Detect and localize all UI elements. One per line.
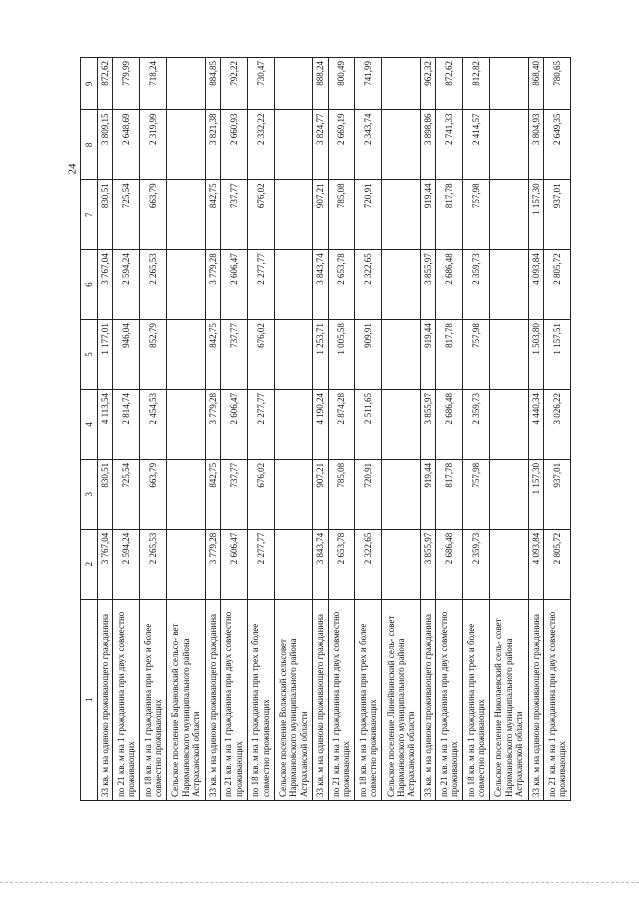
table-row <box>98 58 113 801</box>
value-cell: 3 843,74 <box>313 529 328 599</box>
row-label: по 21 кв. м на 1 гражданина при двух совместно проживающих <box>328 599 355 800</box>
row-label: по 21 кв. м на 1 гражданина при двух совместно проживающих <box>436 599 463 800</box>
table-row <box>328 58 355 801</box>
empty-cell <box>274 389 313 459</box>
value-cell: 2 741,33 <box>436 110 463 180</box>
value-cell: 737,77 <box>220 459 247 529</box>
value-cell: 2 606,47 <box>220 529 247 599</box>
column-header: 7 <box>81 180 98 250</box>
value-cell: 830,51 <box>98 180 113 250</box>
value-cell: 884,85 <box>205 58 220 110</box>
row-label: по 18 кв. м на 1 гражданина при трех и более совместно проживающих <box>247 599 274 800</box>
empty-cell <box>382 110 421 180</box>
empty-cell <box>382 529 421 599</box>
empty-cell <box>274 180 313 250</box>
value-cell: 946,04 <box>113 320 140 390</box>
section-title: Сельское поселение Барановский сельсо- вет Наримановского муниципального района Астраханской области <box>167 599 206 800</box>
value-cell: 1 503,80 <box>528 320 543 390</box>
table-row <box>247 58 274 801</box>
table-row <box>463 58 490 801</box>
value-cell: 676,02 <box>247 459 274 529</box>
value-cell: 3 026,22 <box>543 389 570 459</box>
table-row <box>355 58 382 801</box>
value-cell: 2 686,48 <box>436 529 463 599</box>
page-number: 24 <box>66 163 78 175</box>
value-cell: 2 805,72 <box>543 250 570 320</box>
column-header: 6 <box>81 250 98 320</box>
empty-cell <box>490 250 529 320</box>
empty-cell <box>167 180 206 250</box>
row-label: по 18 кв. м на 1 гражданина при трех и более совместно проживающих <box>463 599 490 800</box>
row-label: 33 кв. м на одиноко проживающего гражданина <box>205 599 220 800</box>
value-cell: 676,02 <box>247 320 274 390</box>
value-cell: 1 005,58 <box>328 320 355 390</box>
value-cell: 817,78 <box>436 459 463 529</box>
value-cell: 2 322,65 <box>355 529 382 599</box>
table-row <box>436 58 463 801</box>
value-cell: 2 277,77 <box>247 389 274 459</box>
empty-cell <box>274 529 313 599</box>
value-cell: 737,77 <box>220 180 247 250</box>
value-cell: 937,01 <box>543 180 570 250</box>
table-section-row <box>167 58 206 801</box>
empty-cell <box>382 250 421 320</box>
value-cell: 919,44 <box>421 320 436 390</box>
value-cell: 4 113,54 <box>98 389 113 459</box>
section-title: Сельское поселение Волжский сельсовет Наримановского муниципального района Астраханской области <box>274 599 313 800</box>
value-cell: 780,65 <box>543 58 570 110</box>
value-cell: 1 177,01 <box>98 320 113 390</box>
empty-cell <box>274 110 313 180</box>
value-cell: 2 660,93 <box>220 110 247 180</box>
table-row <box>113 58 140 801</box>
value-cell: 2 359,73 <box>463 529 490 599</box>
value-cell: 757,98 <box>463 180 490 250</box>
tariff-table-container <box>80 57 571 801</box>
value-cell: 842,75 <box>205 320 220 390</box>
empty-cell <box>490 459 529 529</box>
section-title: Сельское поселение Николаевский сель- совет Наримановского муниципального района Астраханской области <box>490 599 529 800</box>
value-cell: 842,75 <box>205 180 220 250</box>
empty-cell <box>382 180 421 250</box>
value-cell: 2 649,35 <box>543 110 570 180</box>
value-cell: 2 277,77 <box>247 529 274 599</box>
table-row <box>220 58 247 801</box>
value-cell: 2 814,74 <box>113 389 140 459</box>
value-cell: 2 686,48 <box>436 250 463 320</box>
table-row <box>140 58 167 801</box>
tariff-table <box>80 57 571 801</box>
value-cell: 1 157,30 <box>528 180 543 250</box>
empty-cell <box>274 459 313 529</box>
value-cell: 2 359,73 <box>463 389 490 459</box>
value-cell: 2 322,65 <box>355 250 382 320</box>
empty-cell <box>274 250 313 320</box>
table-section-row <box>274 58 313 801</box>
value-cell: 2 653,78 <box>328 529 355 599</box>
value-cell: 868,40 <box>528 58 543 110</box>
value-cell: 812,82 <box>463 58 490 110</box>
value-cell: 3 821,38 <box>205 110 220 180</box>
empty-cell <box>382 459 421 529</box>
value-cell: 2 648,69 <box>113 110 140 180</box>
row-label: 33 кв. м на одиноко проживающего гражданина <box>421 599 436 800</box>
value-cell: 3 855,97 <box>421 389 436 459</box>
empty-cell <box>167 389 206 459</box>
value-cell: 792,22 <box>220 58 247 110</box>
row-label: по 21 кв. м на 1 гражданина при двух совместно проживающих <box>220 599 247 800</box>
section-title: Сельское поселение Линейнинский сель- совет Наримановского муниципального района Астраханской области <box>382 599 421 800</box>
empty-cell <box>382 320 421 390</box>
value-cell: 3 779,28 <box>205 529 220 599</box>
value-cell: 663,79 <box>140 459 167 529</box>
column-header: 3 <box>81 459 98 529</box>
table-row <box>313 58 328 801</box>
value-cell: 2 359,73 <box>463 250 490 320</box>
value-cell: 737,77 <box>220 320 247 390</box>
row-label: по 21 кв. м на 1 гражданина при двух совместно проживающих <box>113 599 140 800</box>
table-header-row <box>81 58 98 801</box>
value-cell: 779,99 <box>113 58 140 110</box>
value-cell: 2 594,24 <box>113 250 140 320</box>
column-header: 5 <box>81 320 98 390</box>
empty-cell <box>490 180 529 250</box>
value-cell: 4 093,84 <box>528 250 543 320</box>
empty-cell <box>167 110 206 180</box>
value-cell: 2 265,53 <box>140 529 167 599</box>
value-cell: 4 093,84 <box>528 529 543 599</box>
value-cell: 2 653,78 <box>328 250 355 320</box>
row-label: 33 кв. м на одиноко проживающего гражданина <box>528 599 543 800</box>
value-cell: 817,78 <box>436 320 463 390</box>
column-header: 4 <box>81 389 98 459</box>
value-cell: 2 454,53 <box>140 389 167 459</box>
value-cell: 2 669,19 <box>328 110 355 180</box>
empty-cell <box>167 320 206 390</box>
value-cell: 741,99 <box>355 58 382 110</box>
value-cell: 1 157,30 <box>528 459 543 529</box>
value-cell: 800,49 <box>328 58 355 110</box>
value-cell: 2 414,57 <box>463 110 490 180</box>
value-cell: 3 767,04 <box>98 250 113 320</box>
table-row <box>421 58 436 801</box>
table-section-row <box>382 58 421 801</box>
value-cell: 2 332,22 <box>247 110 274 180</box>
value-cell: 718,24 <box>140 58 167 110</box>
empty-cell <box>167 459 206 529</box>
value-cell: 3 855,97 <box>421 250 436 320</box>
empty-cell <box>490 110 529 180</box>
empty-cell <box>274 320 313 390</box>
value-cell: 2 606,47 <box>220 250 247 320</box>
value-cell: 907,21 <box>313 180 328 250</box>
value-cell: 4 440,34 <box>528 389 543 459</box>
empty-cell <box>167 529 206 599</box>
value-cell: 720,91 <box>355 180 382 250</box>
value-cell: 730,47 <box>247 58 274 110</box>
rotated-table-frame <box>80 57 571 801</box>
column-header: 9 <box>81 58 98 110</box>
value-cell: 2 874,28 <box>328 389 355 459</box>
empty-cell <box>274 58 313 110</box>
column-header: 2 <box>81 529 98 599</box>
value-cell: 757,98 <box>463 320 490 390</box>
value-cell: 817,78 <box>436 180 463 250</box>
value-cell: 830,51 <box>98 459 113 529</box>
value-cell: 3 843,74 <box>313 250 328 320</box>
empty-cell <box>490 320 529 390</box>
row-label: 33 кв. м на одиноко проживающего гражданина <box>98 599 113 800</box>
value-cell: 909,91 <box>355 320 382 390</box>
value-cell: 4 190,24 <box>313 389 328 459</box>
table-row <box>528 58 543 801</box>
empty-cell <box>167 58 206 110</box>
value-cell: 725,54 <box>113 459 140 529</box>
value-cell: 3 779,28 <box>205 250 220 320</box>
value-cell: 3 824,77 <box>313 110 328 180</box>
column-header: 1 <box>81 599 98 800</box>
empty-cell <box>490 58 529 110</box>
row-label: по 21 кв. м на 1 гражданина при двух совместно проживающих <box>543 599 570 800</box>
empty-cell <box>490 529 529 599</box>
value-cell: 937,01 <box>543 459 570 529</box>
value-cell: 842,75 <box>205 459 220 529</box>
value-cell: 3 804,93 <box>528 110 543 180</box>
value-cell: 888,24 <box>313 58 328 110</box>
value-cell: 785,08 <box>328 459 355 529</box>
column-header: 8 <box>81 110 98 180</box>
table-section-row <box>490 58 529 801</box>
empty-cell <box>490 389 529 459</box>
value-cell: 962,32 <box>421 58 436 110</box>
value-cell: 3 767,04 <box>98 529 113 599</box>
value-cell: 3 898,86 <box>421 110 436 180</box>
value-cell: 872,62 <box>436 58 463 110</box>
value-cell: 907,21 <box>313 459 328 529</box>
value-cell: 872,62 <box>98 58 113 110</box>
row-label: по 18 кв. м на 1 гражданина при трех и более совместно проживающих <box>355 599 382 800</box>
value-cell: 2 594,24 <box>113 529 140 599</box>
value-cell: 852,79 <box>140 320 167 390</box>
value-cell: 2 277,77 <box>247 250 274 320</box>
table-row <box>543 58 570 801</box>
empty-cell <box>382 58 421 110</box>
value-cell: 3 855,97 <box>421 529 436 599</box>
row-label: по 18 кв. м на 1 гражданина при трех и более совместно проживающих <box>140 599 167 800</box>
empty-cell <box>382 389 421 459</box>
value-cell: 2 265,53 <box>140 250 167 320</box>
value-cell: 2 686,48 <box>436 389 463 459</box>
empty-cell <box>167 250 206 320</box>
value-cell: 663,79 <box>140 180 167 250</box>
value-cell: 676,02 <box>247 180 274 250</box>
value-cell: 2 319,99 <box>140 110 167 180</box>
value-cell: 3 779,28 <box>205 389 220 459</box>
value-cell: 1 253,71 <box>313 320 328 390</box>
value-cell: 725,54 <box>113 180 140 250</box>
value-cell: 720,91 <box>355 459 382 529</box>
value-cell: 1 157,51 <box>543 320 570 390</box>
value-cell: 919,44 <box>421 459 436 529</box>
value-cell: 2 343,74 <box>355 110 382 180</box>
row-label: 33 кв. м на одиноко проживающего гражданина <box>313 599 328 800</box>
value-cell: 2 511,65 <box>355 389 382 459</box>
table-row <box>205 58 220 801</box>
page-bottom-divider <box>0 882 639 883</box>
value-cell: 919,44 <box>421 180 436 250</box>
value-cell: 3 809,15 <box>98 110 113 180</box>
value-cell: 785,08 <box>328 180 355 250</box>
value-cell: 757,98 <box>463 459 490 529</box>
value-cell: 2 606,47 <box>220 389 247 459</box>
value-cell: 2 805,72 <box>543 529 570 599</box>
